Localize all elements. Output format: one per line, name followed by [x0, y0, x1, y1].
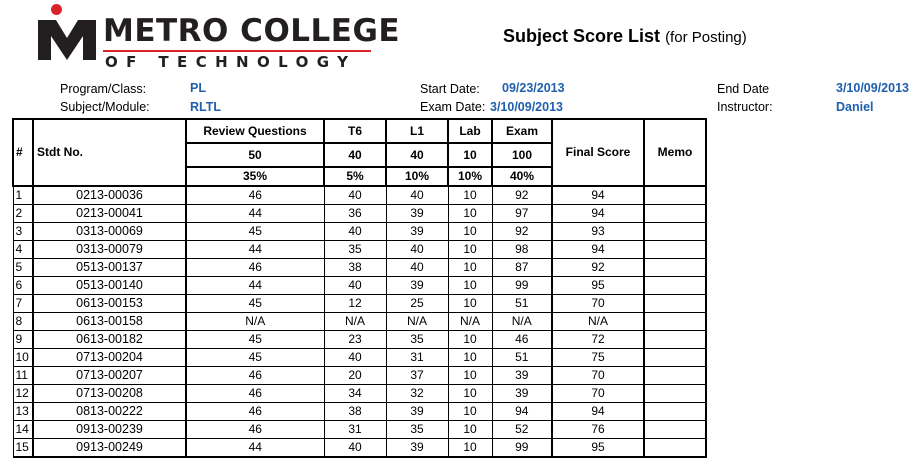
program-label: Program/Class: [60, 82, 147, 96]
subject-label: Subject/Module: [60, 100, 150, 114]
table-row [13, 205, 706, 223]
row-number: 8 [13, 313, 33, 331]
score-l1: 39 [386, 223, 448, 241]
score-l1: 32 [386, 385, 448, 403]
score-lab: N/A [448, 313, 492, 331]
row-number: 4 [13, 241, 33, 259]
student-number: 0713-00207 [33, 367, 186, 385]
score-t6: 20 [324, 367, 386, 385]
table-row [13, 367, 706, 385]
student-number: 0313-00069 [33, 223, 186, 241]
title-note: (for Posting) [665, 29, 747, 46]
score-exam: N/A [492, 313, 552, 331]
final-score: 94 [552, 241, 644, 259]
score-l1: 37 [386, 367, 448, 385]
score-t6: 38 [324, 403, 386, 421]
memo [644, 439, 706, 458]
score-review: 45 [186, 331, 324, 349]
logo-subtitle: OF TECHNOLOGY [105, 53, 357, 71]
table-row [13, 313, 706, 331]
instructor-value: Daniel [836, 100, 874, 114]
memo [644, 421, 706, 439]
header-max-review: 50 [186, 143, 324, 167]
row-number: 13 [13, 403, 33, 421]
score-exam: 46 [492, 331, 552, 349]
score-l1: N/A [386, 313, 448, 331]
score-l1: 25 [386, 295, 448, 313]
header-weight-exam: 40% [492, 167, 552, 186]
memo [644, 186, 706, 205]
college-logo [30, 4, 401, 71]
logo-m-icon [36, 18, 98, 62]
final-score: 70 [552, 385, 644, 403]
student-number: 0313-00079 [33, 241, 186, 259]
student-number: 0913-00249 [33, 439, 186, 458]
score-t6: 40 [324, 223, 386, 241]
row-number: 1 [13, 186, 33, 205]
header-max-l1: 40 [386, 143, 448, 167]
table-row [13, 385, 706, 403]
score-l1: 40 [386, 259, 448, 277]
end-date-label: End Date [717, 82, 770, 96]
score-l1: 39 [386, 403, 448, 421]
score-exam: 92 [492, 186, 552, 205]
header-memo: Memo [644, 119, 706, 186]
score-t6: 40 [324, 186, 386, 205]
header-category-lab: Lab [448, 119, 492, 143]
score-t6: 23 [324, 331, 386, 349]
table-row [13, 277, 706, 295]
end-date-value: 3/10/09/2013 [836, 81, 909, 95]
score-exam: 98 [492, 241, 552, 259]
student-number: 0213-00041 [33, 205, 186, 223]
score-lab: 10 [448, 205, 492, 223]
final-score: 93 [552, 223, 644, 241]
logo-rule [103, 50, 371, 52]
score-l1: 39 [386, 277, 448, 295]
score-review: 46 [186, 403, 324, 421]
score-review: 44 [186, 241, 324, 259]
memo [644, 223, 706, 241]
final-score: 94 [552, 403, 644, 421]
score-lab: 10 [448, 295, 492, 313]
final-score: 92 [552, 259, 644, 277]
row-number: 2 [13, 205, 33, 223]
score-review: 46 [186, 259, 324, 277]
final-score: 95 [552, 439, 644, 458]
memo [644, 331, 706, 349]
student-number: 0813-00222 [33, 403, 186, 421]
table-row [13, 223, 706, 241]
logo-dot [51, 4, 62, 15]
score-t6: 31 [324, 421, 386, 439]
score-l1: 35 [386, 331, 448, 349]
score-exam: 51 [492, 349, 552, 367]
table-row [13, 295, 706, 313]
table-row [13, 403, 706, 421]
score-t6: 36 [324, 205, 386, 223]
program-value: PL [190, 81, 206, 95]
score-exam: 92 [492, 223, 552, 241]
row-number: 12 [13, 385, 33, 403]
row-number: 7 [13, 295, 33, 313]
score-review: 45 [186, 295, 324, 313]
final-score: 70 [552, 367, 644, 385]
memo [644, 205, 706, 223]
memo [644, 277, 706, 295]
header-max-lab: 10 [448, 143, 492, 167]
score-exam: 39 [492, 367, 552, 385]
row-number: 11 [13, 367, 33, 385]
score-t6: 40 [324, 349, 386, 367]
memo [644, 313, 706, 331]
memo [644, 367, 706, 385]
header-category-l1: L1 [386, 119, 448, 143]
score-review: 45 [186, 349, 324, 367]
score-lab: 10 [448, 241, 492, 259]
row-number: 3 [13, 223, 33, 241]
student-number: 0913-00239 [33, 421, 186, 439]
row-number: 6 [13, 277, 33, 295]
score-lab: 10 [448, 186, 492, 205]
score-review: 46 [186, 367, 324, 385]
student-number: 0613-00153 [33, 295, 186, 313]
score-lab: 10 [448, 367, 492, 385]
score-review: 46 [186, 385, 324, 403]
header-stdt: Stdt No. [33, 119, 186, 186]
student-number: 0713-00208 [33, 385, 186, 403]
memo [644, 385, 706, 403]
student-number: 0613-00158 [33, 313, 186, 331]
score-l1: 35 [386, 421, 448, 439]
table-row [13, 241, 706, 259]
final-score: 70 [552, 295, 644, 313]
table-row [13, 421, 706, 439]
header-max-exam: 100 [492, 143, 552, 167]
table-row [13, 349, 706, 367]
score-l1: 39 [386, 205, 448, 223]
score-exam: 94 [492, 403, 552, 421]
start-date-label: Start Date: [420, 82, 480, 96]
memo [644, 241, 706, 259]
score-exam: 97 [492, 205, 552, 223]
score-t6: 40 [324, 439, 386, 458]
header-weight-t6: 5% [324, 167, 386, 186]
score-lab: 10 [448, 385, 492, 403]
title-text: Subject Score List [503, 26, 661, 46]
table-row [13, 439, 706, 458]
score-review: 46 [186, 186, 324, 205]
score-lab: 10 [448, 259, 492, 277]
score-t6: 35 [324, 241, 386, 259]
subject-value: RLTL [190, 100, 222, 114]
score-review: 46 [186, 421, 324, 439]
logo-name: METRO COLLEGE [103, 13, 401, 49]
header-final-score: Final Score [552, 119, 644, 186]
table-row [13, 259, 706, 277]
header-category-review: Review Questions [186, 119, 324, 143]
header-category-t6: T6 [324, 119, 386, 143]
score-review: N/A [186, 313, 324, 331]
table-row [13, 331, 706, 349]
final-score: 76 [552, 421, 644, 439]
score-exam: 87 [492, 259, 552, 277]
start-date-value: 09/23/2013 [502, 81, 565, 95]
row-number: 15 [13, 439, 33, 458]
row-number: 9 [13, 331, 33, 349]
score-t6: N/A [324, 313, 386, 331]
score-lab: 10 [448, 223, 492, 241]
memo [644, 403, 706, 421]
student-number: 0213-00036 [33, 186, 186, 205]
score-lab: 10 [448, 439, 492, 458]
score-review: 44 [186, 277, 324, 295]
final-score: 94 [552, 186, 644, 205]
header-max-t6: 40 [324, 143, 386, 167]
score-exam: 99 [492, 277, 552, 295]
header-category-exam: Exam [492, 119, 552, 143]
score-t6: 38 [324, 259, 386, 277]
student-number: 0513-00140 [33, 277, 186, 295]
memo [644, 349, 706, 367]
header-weight-lab: 10% [448, 167, 492, 186]
score-lab: 10 [448, 349, 492, 367]
score-exam: 52 [492, 421, 552, 439]
score-l1: 40 [386, 186, 448, 205]
student-number: 0513-00137 [33, 259, 186, 277]
instructor-label: Instructor: [717, 100, 773, 114]
final-score: N/A [552, 313, 644, 331]
final-score: 75 [552, 349, 644, 367]
score-lab: 10 [448, 331, 492, 349]
document-title [503, 26, 747, 47]
score-lab: 10 [448, 403, 492, 421]
header-num: # [13, 119, 33, 186]
final-score: 94 [552, 205, 644, 223]
exam-date-label: Exam Date: [420, 100, 486, 114]
score-t6: 34 [324, 385, 386, 403]
score-lab: 10 [448, 277, 492, 295]
score-review: 44 [186, 439, 324, 458]
score-exam: 99 [492, 439, 552, 458]
score-lab: 10 [448, 421, 492, 439]
table-row [13, 186, 706, 205]
score-table [12, 118, 707, 458]
final-score: 72 [552, 331, 644, 349]
exam-date-value: 3/10/09/2013 [490, 100, 563, 114]
score-t6: 40 [324, 277, 386, 295]
row-number: 10 [13, 349, 33, 367]
student-number: 0713-00204 [33, 349, 186, 367]
row-number: 14 [13, 421, 33, 439]
student-number: 0613-00182 [33, 331, 186, 349]
score-exam: 39 [492, 385, 552, 403]
memo [644, 295, 706, 313]
score-t6: 12 [324, 295, 386, 313]
score-l1: 31 [386, 349, 448, 367]
score-review: 45 [186, 223, 324, 241]
score-review: 44 [186, 205, 324, 223]
score-l1: 40 [386, 241, 448, 259]
header-weight-review: 35% [186, 167, 324, 186]
final-score: 95 [552, 277, 644, 295]
row-number: 5 [13, 259, 33, 277]
score-l1: 39 [386, 439, 448, 458]
memo [644, 259, 706, 277]
score-exam: 51 [492, 295, 552, 313]
header-weight-l1: 10% [386, 167, 448, 186]
